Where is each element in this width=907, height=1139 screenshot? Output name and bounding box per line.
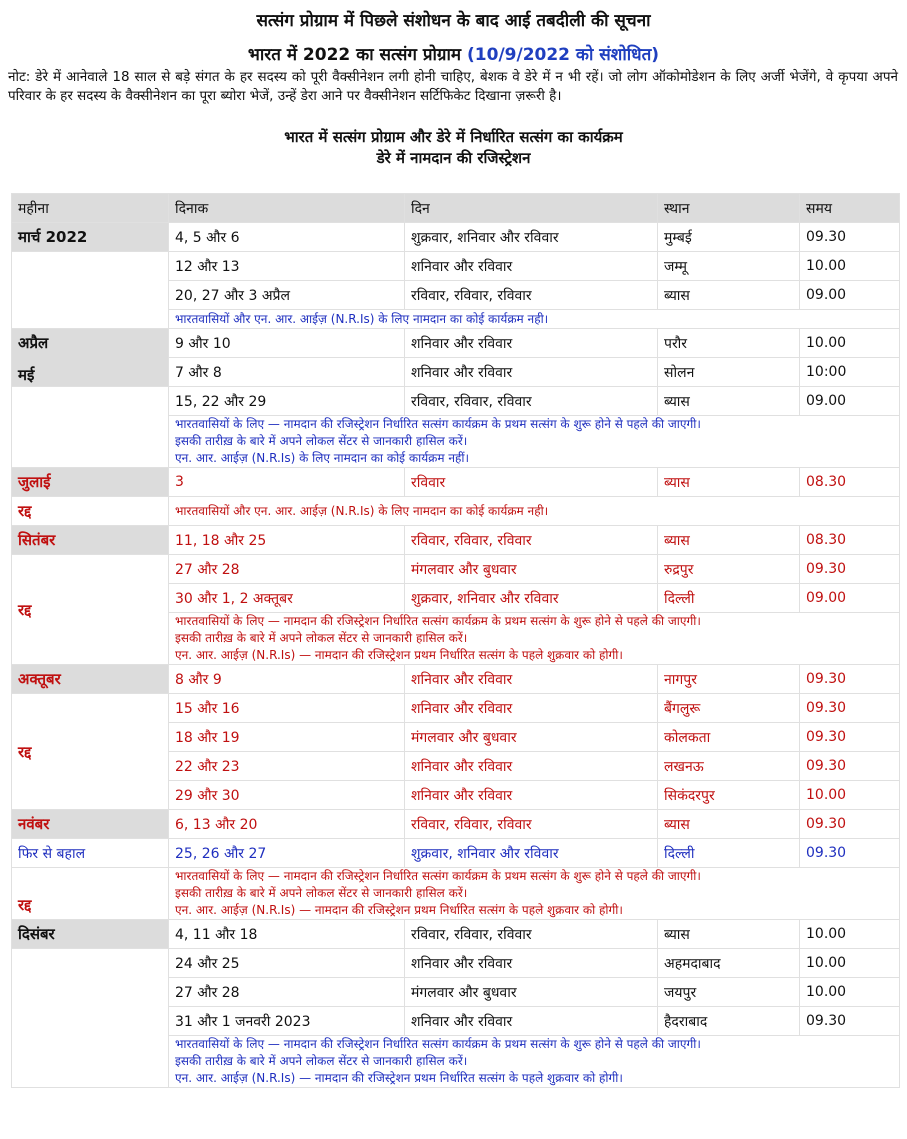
row-time: 09.30 bbox=[800, 1007, 900, 1036]
row-place: नागपुर bbox=[658, 665, 800, 694]
row-date: 27 और 28 bbox=[169, 978, 405, 1007]
row-place: लखनऊ bbox=[658, 752, 800, 781]
row-date: 25, 26 और 27 bbox=[169, 839, 405, 868]
row-time: 09.30 bbox=[800, 723, 900, 752]
row-date: 9 और 10 bbox=[169, 329, 405, 358]
row-day: शनिवार और रविवार bbox=[405, 781, 658, 810]
note-line: भारतवासियों के लिए — नामदान की रजिस्ट्रेशन निर्धारित सत्संग कार्यक्रम के प्रथम सत्संग के शुरू होने से पहले की जाएगी। bbox=[175, 1037, 701, 1051]
table-row bbox=[12, 555, 900, 584]
namdan-note bbox=[169, 868, 900, 920]
note-line: एन. आर. आईज़ (N.R.Is) के लिए नामदान का कोई कार्यक्रम नहीं। bbox=[175, 451, 470, 465]
row-date: 20, 27 और 3 अप्रैल bbox=[169, 281, 405, 310]
row-place: जम्मू bbox=[658, 252, 800, 281]
satsang-schedule-table bbox=[11, 193, 900, 1088]
month-march: मार्च 2022 bbox=[12, 223, 169, 252]
note-line: भारतवासियों के लिए — नामदान की रजिस्ट्रेशन निर्धारित सत्संग कार्यक्रम के प्रथम सत्संग के शुरू होने से पहले की जाएगी। bbox=[175, 614, 701, 628]
note-line: इसकी तारीख़ के बारे में अपने लोकल सेंटर से जानकारी हासिल करें। bbox=[175, 434, 468, 448]
month-july: जुलाई bbox=[12, 468, 169, 497]
month-december: दिसंबर bbox=[12, 920, 169, 949]
note-line: इसकी तारीख़ के बारे में अपने लोकल सेंटर से जानकारी हासिल करें। bbox=[175, 1054, 468, 1068]
month-october: अक्तूबर bbox=[12, 665, 169, 694]
row-time: 10:00 bbox=[800, 358, 900, 387]
row-time: 08.30 bbox=[800, 526, 900, 555]
vaccination-note: नोट: डेरे में आनेवाले 18 साल से बड़े संगत के हर सदस्य को पूरी वैक्सीनेशन लगी होनी चाहिए, बेशक वे डेरे में न भी रहें। जो लोग ऑकोमोडेशन के लिए अर्जी भेजेंगे, वे कृपया अपने परिवार के हर सदस्य के वैक्सीनेशन का पूरा ब्योरा भेजें, उन्हें डेरा आने पर वैक्सीनेशन सर्टिफिकेट दिखाना ज़रूरी है। bbox=[8, 69, 898, 104]
namdan-note bbox=[169, 1036, 900, 1088]
table-row bbox=[12, 694, 900, 723]
row-day: शनिवार और रविवार bbox=[405, 665, 658, 694]
schedule-heading-line1: भारत में सत्संग प्रोग्राम और डेरे में निर्धारित सत्संग का कार्यक्रम bbox=[284, 128, 623, 146]
row-date: 27 और 28 bbox=[169, 555, 405, 584]
row-place: अहमदाबाद bbox=[658, 949, 800, 978]
row-place: सोलन bbox=[658, 358, 800, 387]
table-row bbox=[12, 468, 900, 497]
row-day: शनिवार और रविवार bbox=[405, 694, 658, 723]
table-row bbox=[12, 252, 900, 281]
header-place: स्थान bbox=[658, 194, 800, 223]
programme-title-main: भारत में 2022 का सत्संग प्रोग्राम bbox=[247, 45, 462, 65]
header-time: समय bbox=[800, 194, 900, 223]
row-time: 09.00 bbox=[800, 281, 900, 310]
row-day: रविवार, रविवार, रविवार bbox=[405, 810, 658, 839]
row-place: ब्यास bbox=[658, 810, 800, 839]
row-date: 15 और 16 bbox=[169, 694, 405, 723]
row-place: हैदराबाद bbox=[658, 1007, 800, 1036]
row-place: दिल्ली bbox=[658, 839, 800, 868]
row-place: जयपुर bbox=[658, 978, 800, 1007]
row-day: शनिवार और रविवार bbox=[405, 949, 658, 978]
row-day: शनिवार और रविवार bbox=[405, 358, 658, 387]
row-time: 10.00 bbox=[800, 252, 900, 281]
row-day: शुक्रवार, शनिवार और रविवार bbox=[405, 839, 658, 868]
row-date: 3 bbox=[169, 468, 405, 497]
row-time: 09.00 bbox=[800, 584, 900, 613]
note-line: भारतवासियों के लिए — नामदान की रजिस्ट्रेशन निर्धारित सत्संग कार्यक्रम के प्रथम सत्संग के शुरू होने से पहले की जाएगी। bbox=[175, 417, 701, 431]
row-time: 10.00 bbox=[800, 781, 900, 810]
row-time: 10.00 bbox=[800, 949, 900, 978]
table-header-row bbox=[12, 194, 900, 223]
row-place: ब्यास bbox=[658, 468, 800, 497]
note-line: भारतवासियों के लिए — नामदान की रजिस्ट्रेशन निर्धारित सत्संग कार्यक्रम के प्रथम सत्संग के शुरू होने से पहले की जाएगी। bbox=[175, 869, 701, 883]
month-blank bbox=[12, 252, 169, 329]
month-cancelled: रद्द bbox=[12, 868, 169, 920]
schedule-heading bbox=[0, 127, 907, 169]
row-time: 10.00 bbox=[800, 978, 900, 1007]
note-line: इसकी तारीख़ के बारे में अपने लोकल सेंटर से जानकारी हासिल करें। bbox=[175, 631, 468, 645]
row-time: 09.30 bbox=[800, 555, 900, 584]
namdan-note bbox=[169, 416, 900, 468]
row-time: 09.30 bbox=[800, 810, 900, 839]
row-time: 09.30 bbox=[800, 839, 900, 868]
header-day: दिन bbox=[405, 194, 658, 223]
row-date: 24 और 25 bbox=[169, 949, 405, 978]
month-may: मई bbox=[18, 366, 35, 384]
row-day: शनिवार और रविवार bbox=[405, 1007, 658, 1036]
row-place: दिल्ली bbox=[658, 584, 800, 613]
row-date: 12 और 13 bbox=[169, 252, 405, 281]
month-april: अप्रैल bbox=[18, 334, 49, 352]
row-time: 09.30 bbox=[800, 665, 900, 694]
month-cancelled: रद्द bbox=[12, 497, 169, 526]
month-november: नवंबर bbox=[12, 810, 169, 839]
row-day: शुक्रवार, शनिवार और रविवार bbox=[405, 584, 658, 613]
month-cancelled: रद्द bbox=[12, 555, 169, 665]
row-place: सिकंदरपुर bbox=[658, 781, 800, 810]
row-day: शनिवार और रविवार bbox=[405, 329, 658, 358]
row-time: 08.30 bbox=[800, 468, 900, 497]
row-place: बैंगलुरू bbox=[658, 694, 800, 723]
month-blank bbox=[12, 387, 169, 468]
row-time: 10.00 bbox=[800, 329, 900, 358]
row-place: ब्यास bbox=[658, 281, 800, 310]
note-line: एन. आर. आईज़ (N.R.Is) — नामदान की रजिस्ट्रेशन प्रथम निर्धारित सत्संग के पहले शुक्रवार को होगी। bbox=[175, 903, 623, 917]
row-place: मुम्बई bbox=[658, 223, 800, 252]
note-row bbox=[12, 868, 900, 920]
row-time: 09.30 bbox=[800, 694, 900, 723]
row-day: शनिवार और रविवार bbox=[405, 752, 658, 781]
row-day: रविवार, रविवार, रविवार bbox=[405, 387, 658, 416]
row-day: रविवार, रविवार, रविवार bbox=[405, 920, 658, 949]
row-day: रविवार, रविवार, रविवार bbox=[405, 526, 658, 555]
table-row bbox=[12, 497, 900, 526]
table-row bbox=[12, 665, 900, 694]
programme-title bbox=[0, 42, 907, 65]
month-april-may bbox=[12, 329, 169, 387]
row-place: रुद्रपुर bbox=[658, 555, 800, 584]
row-time: 09.00 bbox=[800, 387, 900, 416]
note-line: इसकी तारीख़ के बारे में अपने लोकल सेंटर से जानकारी हासिल करें। bbox=[175, 886, 468, 900]
header-date: दिनाक bbox=[169, 194, 405, 223]
table-row bbox=[12, 526, 900, 555]
row-place: ब्यास bbox=[658, 387, 800, 416]
row-day: शनिवार और रविवार bbox=[405, 252, 658, 281]
namdan-note: भारतवासियों और एन. आर. आईज़ (N.R.Is) के लिए नामदान का कोई कार्यक्रम नही। bbox=[169, 497, 900, 526]
row-date: 15, 22 और 29 bbox=[169, 387, 405, 416]
row-place: ब्यास bbox=[658, 920, 800, 949]
row-date: 22 और 23 bbox=[169, 752, 405, 781]
row-date: 8 और 9 bbox=[169, 665, 405, 694]
header-month: महीना bbox=[12, 194, 169, 223]
row-place: ब्यास bbox=[658, 526, 800, 555]
table-row bbox=[12, 839, 900, 868]
row-date: 18 और 19 bbox=[169, 723, 405, 752]
namdan-note: भारतवासियों और एन. आर. आईज़ (N.R.Is) के लिए नामदान का कोई कार्यक्रम नही। bbox=[169, 310, 900, 329]
row-place: परौर bbox=[658, 329, 800, 358]
row-date: 31 और 1 जनवरी 2023 bbox=[169, 1007, 405, 1036]
row-date: 7 और 8 bbox=[169, 358, 405, 387]
row-day: मंगलवार और बुधवार bbox=[405, 978, 658, 1007]
month-cancelled: रद्द bbox=[12, 694, 169, 810]
row-day: मंगलवार और बुधवार bbox=[405, 723, 658, 752]
row-date: 6, 13 और 20 bbox=[169, 810, 405, 839]
namdan-note bbox=[169, 613, 900, 665]
table-row bbox=[12, 329, 900, 358]
row-time: 10.00 bbox=[800, 920, 900, 949]
month-blank bbox=[12, 949, 169, 1088]
row-time: 09.30 bbox=[800, 223, 900, 252]
notice-title: सत्संग प्रोग्राम में पिछले संशोधन के बाद आई तबदीली की सूचना bbox=[256, 11, 651, 31]
row-time: 09.30 bbox=[800, 752, 900, 781]
month-restored: फिर से बहाल bbox=[12, 839, 169, 868]
row-place: कोलकता bbox=[658, 723, 800, 752]
table-row bbox=[12, 810, 900, 839]
row-date: 11, 18 और 25 bbox=[169, 526, 405, 555]
table-row bbox=[12, 949, 900, 978]
row-day: मंगलवार और बुधवार bbox=[405, 555, 658, 584]
table-row bbox=[12, 920, 900, 949]
note-line: एन. आर. आईज़ (N.R.Is) — नामदान की रजिस्ट्रेशन प्रथम निर्धारित सत्संग के पहले शुक्रवार को होगी। bbox=[175, 648, 623, 662]
month-september: सितंबर bbox=[12, 526, 169, 555]
schedule-heading-line2: डेरे में नामदान की रजिस्ट्रेशन bbox=[376, 149, 531, 167]
table-row bbox=[12, 387, 900, 416]
row-day: शुक्रवार, शनिवार और रविवार bbox=[405, 223, 658, 252]
table-row bbox=[12, 223, 900, 252]
row-date: 30 और 1, 2 अक्तूबर bbox=[169, 584, 405, 613]
note-line: एन. आर. आईज़ (N.R.Is) — नामदान की रजिस्ट्रेशन प्रथम निर्धारित सत्संग के पहले शुक्रवार को होगी। bbox=[175, 1071, 623, 1085]
row-date: 4, 5 और 6 bbox=[169, 223, 405, 252]
row-date: 4, 11 और 18 bbox=[169, 920, 405, 949]
row-date: 29 और 30 bbox=[169, 781, 405, 810]
row-day: रविवार bbox=[405, 468, 658, 497]
row-day: रविवार, रविवार, रविवार bbox=[405, 281, 658, 310]
revision-date: (10/9/2022 को संशोधित) bbox=[467, 45, 660, 65]
